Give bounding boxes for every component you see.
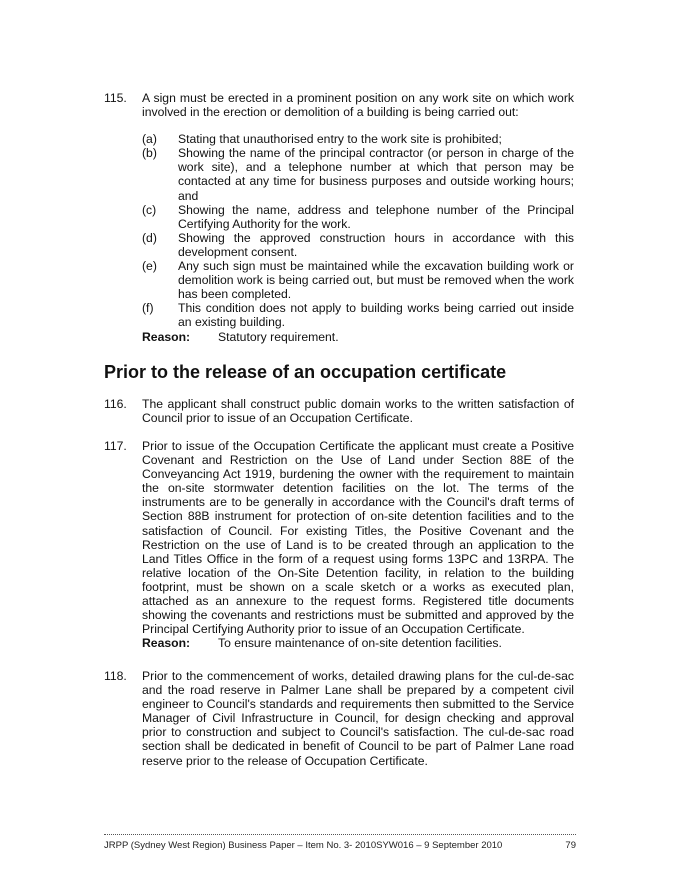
condition-text: Prior to the commencement of works, detailed drawing plans for the cul-de-sac and the road reserve in Palmer Lane shall be prepared by a competent civil engineer to Council's standards and requirements then submitted to the Service Manager of Civil Infrastructure in Council, for design checking and approval prior to construction and subject to Council's satisfaction. The cul-de-sac road section shall be dedicated in benefit of Council to be part of Palmer Lane road reserve prior to the release of Occupation Certificate. [142, 669, 574, 768]
reason-text: To ensure maintenance of on-site detention facilities. [218, 636, 502, 651]
sub-item-b [142, 146, 574, 202]
page-number: 79 [565, 840, 576, 851]
condition-number: 117. [104, 439, 127, 453]
condition-117 [104, 439, 574, 650]
sub-item-label: (a) [142, 132, 157, 147]
reason-line [142, 330, 574, 344]
condition-text: A sign must be erected in a prominent position on any work site on which work involved in the erection or demolition of a building is being carried out: [142, 91, 574, 120]
footer-divider [104, 834, 576, 835]
condition-number: 116. [104, 397, 127, 411]
condition-number: 118. [104, 669, 127, 683]
sub-item-a [142, 132, 574, 146]
reason-line [142, 636, 574, 650]
condition-number: 115. [104, 91, 127, 105]
condition-116 [104, 397, 574, 425]
sub-item-label: (e) [142, 259, 157, 274]
condition-text: Prior to issue of the Occupation Certificate the applicant must create a Positive Covenant and Restriction on the Use of Land under Section 88E of the Conveyancing Act 1919, burdening the owner with the requirement to maintain the on-site stormwater detention facilities on the lot. The terms of the instruments are to be generally in accordance with the Council's draft terms of Section 88B instrument for protection of on-site detention facilities and to the satisfaction of Council. For existing Titles, the Positive Covenant and the Restriction on the use of Land is to be created through an application to the Land Titles Office in the form of a request using forms 13PC and 13RPA. The relative location of the On-Site Detention facility, in relation to the building footprint, must be shown on a scale sketch or a works as executed plan, attached as an annexure to the request forms. Registered title documents showing the covenants and restrictions must be submitted and approved by the Principal Certifying Authority prior to issue of an Occupation Certificate. [142, 439, 574, 637]
footer-text: JRPP (Sydney West Region) Business Paper – Item No. 3- 2010SYW016 – 9 September 2010 [104, 840, 503, 851]
sub-item-text: Showing the approved construction hours in accordance with this development consent. [178, 230, 574, 259]
sub-item-text: Stating that unauthorised entry to the work site is prohibited; [178, 132, 502, 147]
sub-item-d [142, 231, 574, 259]
sub-item-text: Showing the name, address and telephone number of the Principal Certifying Authority for the work. [178, 202, 574, 231]
section-heading: Prior to the release of an occupation certificate [104, 362, 507, 382]
condition-118 [104, 669, 574, 768]
sub-item-label: (d) [142, 230, 157, 245]
sub-item-text: Any such sign must be maintained while the excavation building work or demolition work is being carried out, but must be removed when the work has been completed. [178, 259, 574, 302]
sub-item-f [142, 301, 574, 329]
sub-item-text: Showing the name of the principal contractor (or person in charge of the work site), and a telephone number at which that person may be contacted at any time for business purposes and outside working hours; and [178, 146, 574, 203]
sub-item-label: (c) [142, 202, 157, 217]
sub-item-text: This condition does not apply to building works being carried out inside an existing building. [178, 301, 574, 330]
sub-item-label: (b) [142, 146, 157, 161]
sub-item-label: (f) [142, 301, 154, 316]
sub-item-c [142, 203, 574, 231]
reason-label: Reason: [142, 636, 191, 651]
condition-115 [104, 91, 574, 344]
reason-text: Statutory requirement. [218, 329, 339, 344]
sub-item-e [142, 259, 574, 301]
condition-text: The applicant shall construct public domain works to the written satisfaction of Council prior to issue of an Occupation Certificate. [142, 397, 574, 426]
reason-label: Reason: [142, 329, 191, 344]
